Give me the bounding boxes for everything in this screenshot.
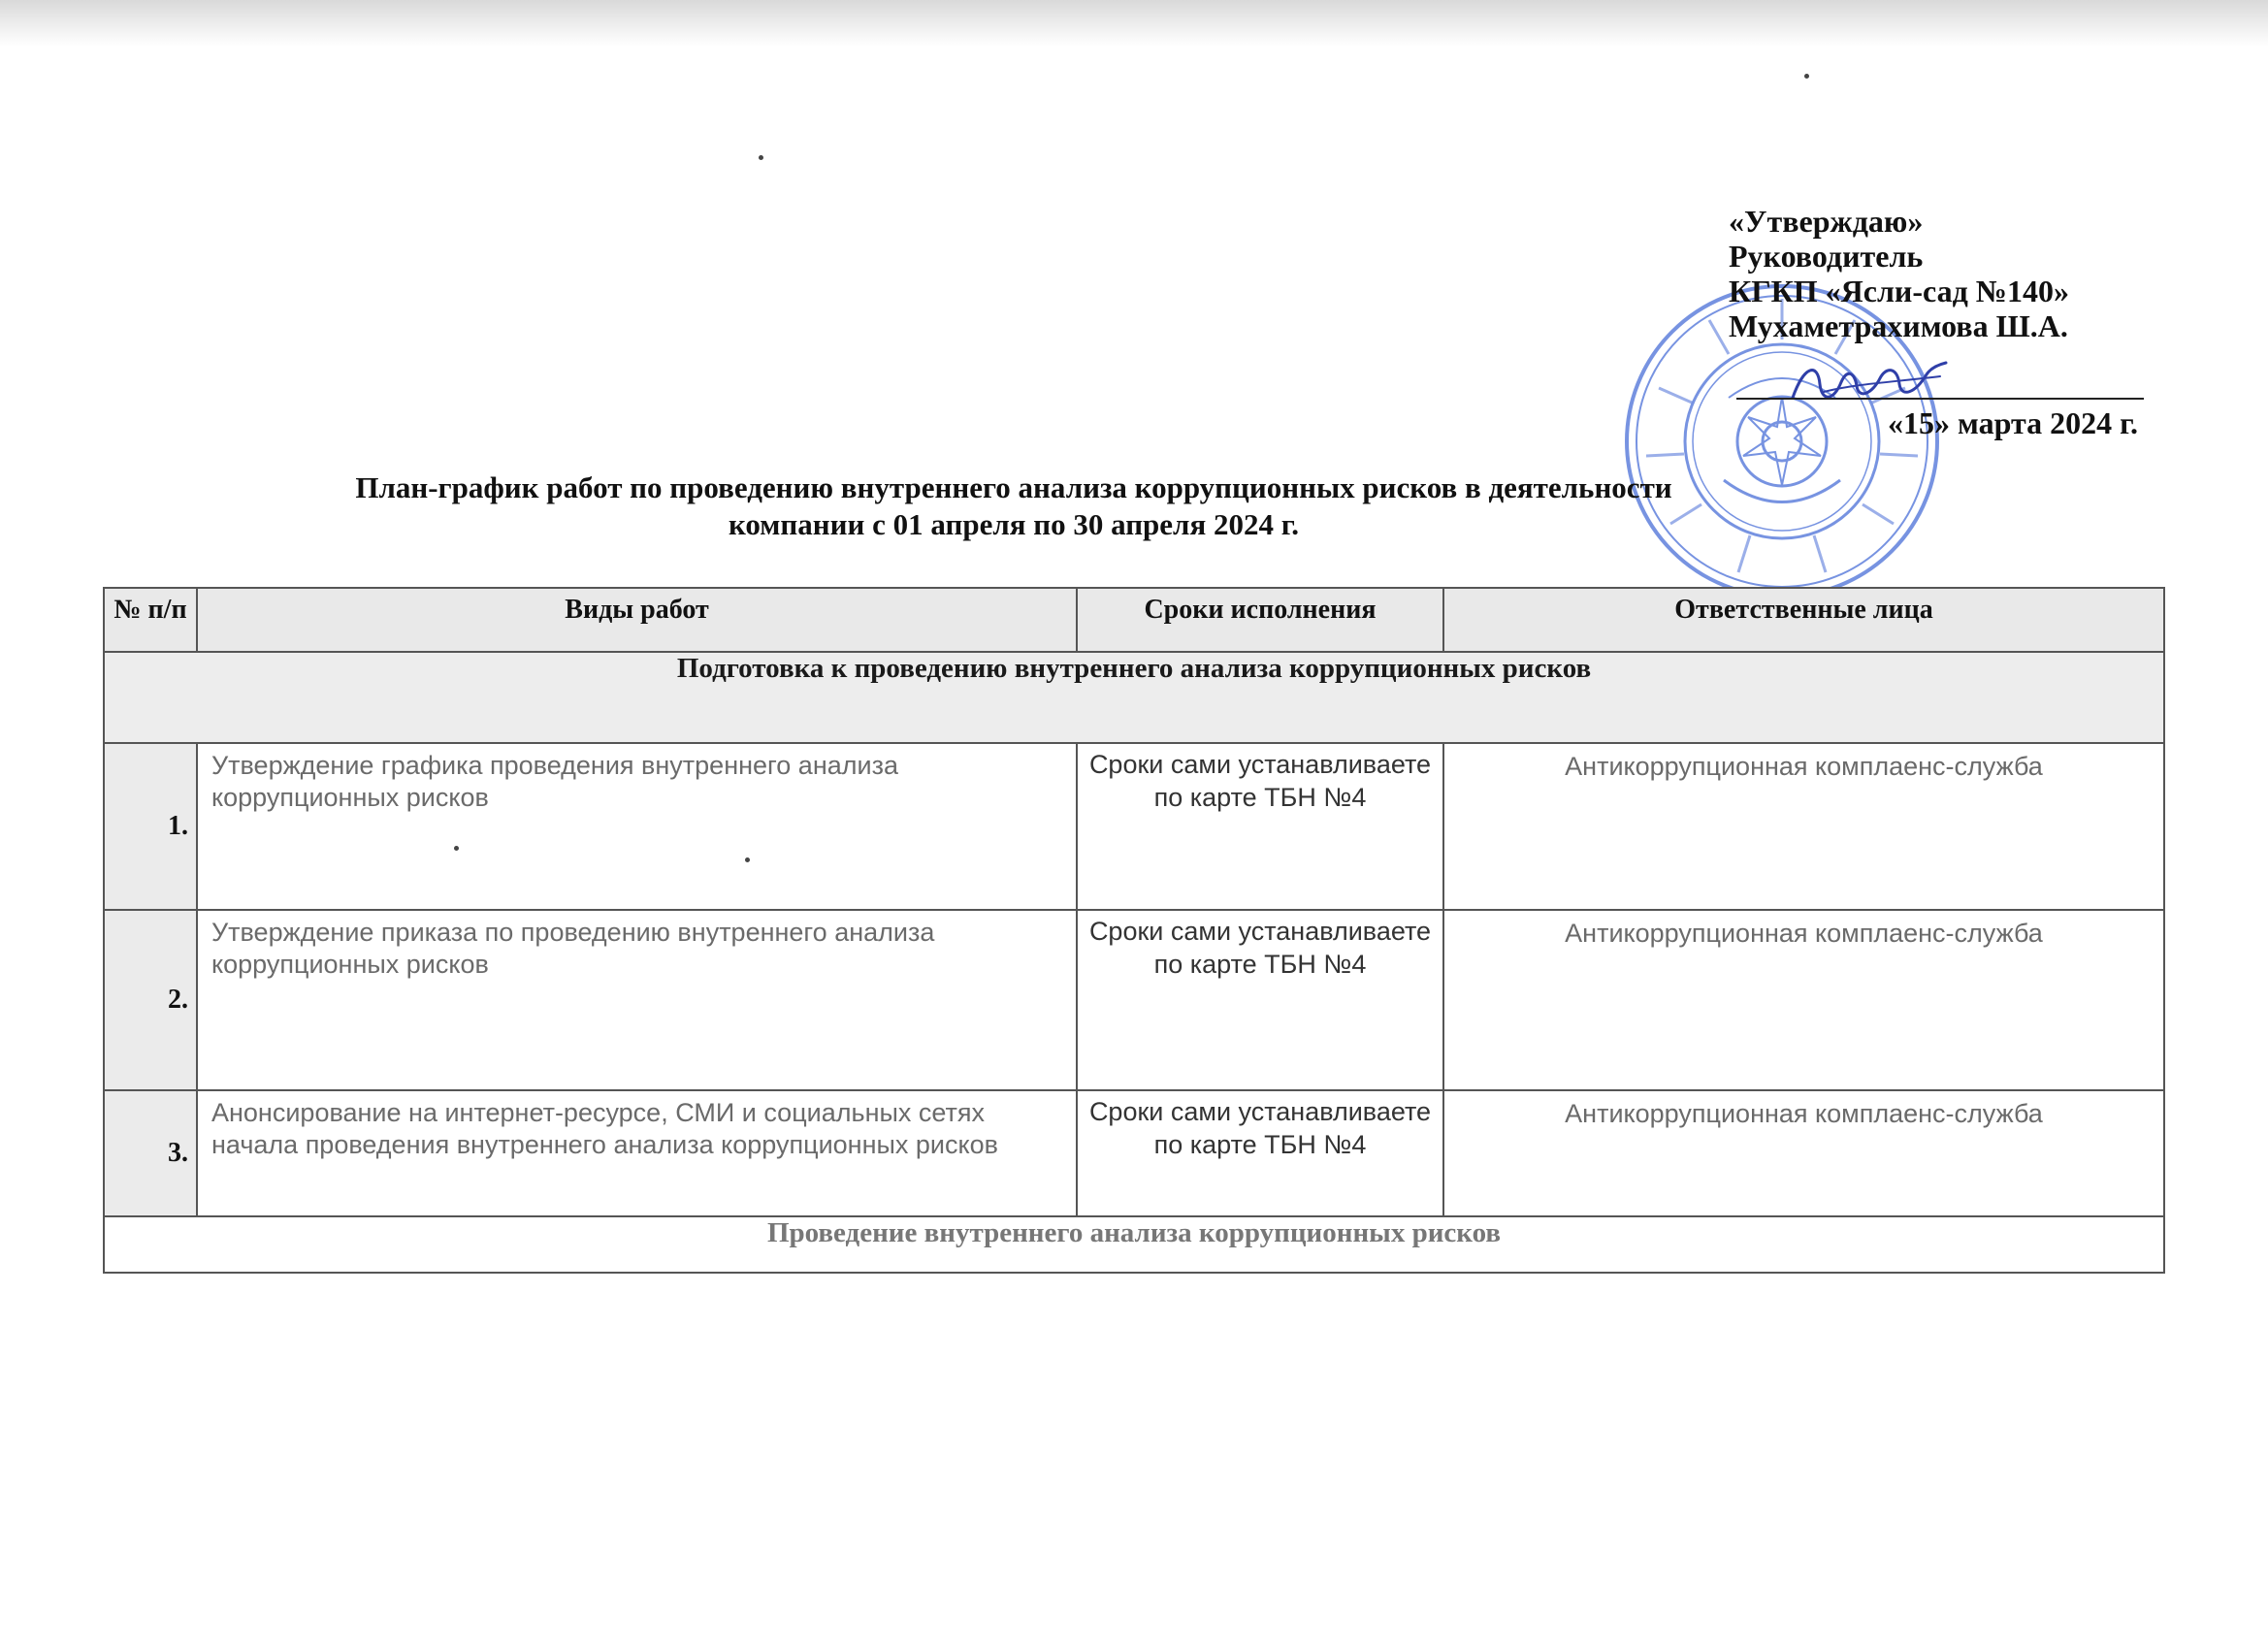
row-term: Сроки сами устанавливаете по карте ТБН №4	[1077, 1090, 1443, 1216]
title-line-2: компании с 01 апреля по 30 апреля 2024 г.	[728, 507, 1300, 541]
row-work: Утверждение графика проведения внутреннего анализа коррупционных рисков	[197, 743, 1077, 910]
row-number: 3.	[104, 1090, 197, 1216]
approval-person: Мухаметрахимова Ш.А.	[1729, 308, 2068, 343]
section-title: Подготовка к проведению внутреннего анализа коррупционных рисков	[104, 652, 2164, 743]
row-term: Сроки сами устанавливаете по карте ТБН №4	[1077, 910, 1443, 1090]
scan-speck	[759, 155, 763, 160]
plan-table	[103, 587, 2165, 1274]
section-row	[104, 652, 2164, 743]
scan-top-shadow	[0, 0, 2268, 47]
signature	[1785, 355, 1950, 413]
table-row	[104, 1090, 2164, 1216]
table-row	[104, 910, 2164, 1090]
table-row	[104, 743, 2164, 910]
header-num: № п/п	[104, 588, 197, 652]
signature-line	[1736, 398, 2144, 400]
section-title: Проведение внутреннего анализа коррупционных рисков	[104, 1216, 2164, 1273]
document-title	[291, 469, 1736, 543]
row-work: Анонсирование на интернет-ресурсе, СМИ и социальных сетях начала проведения внутреннего анализа коррупционных рисков	[197, 1090, 1077, 1216]
row-number: 1.	[104, 743, 197, 910]
scan-speck	[1804, 74, 1809, 79]
row-responsible: Антикоррупционная комплаенс-служба	[1443, 910, 2164, 1090]
approval-heading: «Утверждаю»	[1729, 204, 1924, 239]
section-row	[104, 1216, 2164, 1273]
row-number: 2.	[104, 910, 197, 1090]
header-work: Виды работ	[197, 588, 1077, 652]
row-term: Сроки сами устанавливаете по карте ТБН №4	[1077, 743, 1443, 910]
row-responsible: Антикоррупционная комплаенс-служба	[1443, 1090, 2164, 1216]
approval-date: «15» марта 2024 г.	[1888, 405, 2138, 440]
header-term: Сроки исполнения	[1077, 588, 1443, 652]
table-header-row	[104, 588, 2164, 652]
row-work: Утверждение приказа по проведению внутреннего анализа коррупционных рисков	[197, 910, 1077, 1090]
header-resp: Ответственные лица	[1443, 588, 2164, 652]
approval-organization: КГКП «Ясли-сад №140»	[1729, 274, 2069, 308]
approval-block	[1729, 204, 2155, 343]
row-responsible: Антикоррупционная комплаенс-служба	[1443, 743, 2164, 910]
approval-position: Руководитель	[1729, 239, 1924, 274]
title-line-1: План-график работ по проведению внутреннего анализа коррупционных рисков в деятельности	[355, 470, 1672, 504]
